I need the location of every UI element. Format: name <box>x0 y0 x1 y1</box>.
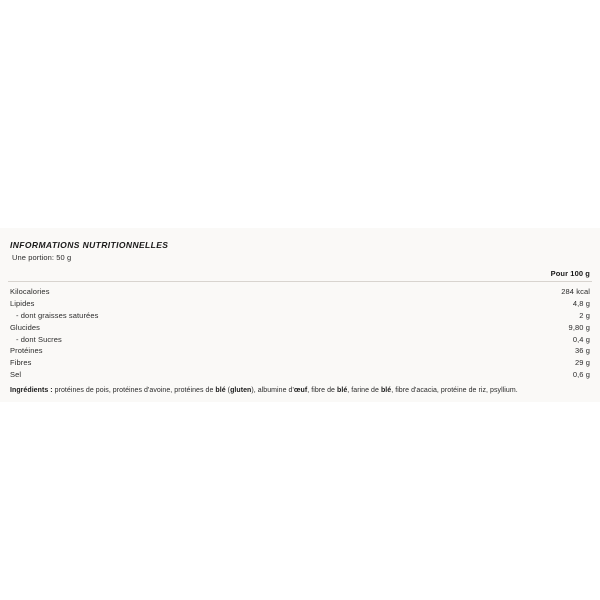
ingredient-fragment: , fibre d'acacia, protéine de riz, psyllium. <box>391 387 518 395</box>
panel-inner <box>0 228 600 402</box>
ingredient-fragment: , farine de <box>347 387 381 395</box>
nutrient-label: Sel <box>10 369 22 379</box>
nutrient-label: Kilocalories <box>10 287 50 297</box>
table-row <box>8 368 592 380</box>
allergen-highlight: blé <box>337 387 348 395</box>
table-row <box>8 333 592 345</box>
nutrient-label: Lipides <box>10 299 35 309</box>
nutrition-information-panel <box>0 228 600 402</box>
allergen-highlight: gluten <box>230 387 252 395</box>
ingredients-text <box>10 386 590 395</box>
nutrient-value: 36 g <box>575 346 590 356</box>
allergen-highlight: blé <box>215 387 226 395</box>
nutrition-table-body <box>8 286 592 380</box>
nutrient-label: - dont graisses saturées <box>16 310 99 320</box>
ingredients-body <box>53 387 518 394</box>
panel-title: INFORMATIONS NUTRITIONNELLES <box>10 240 169 250</box>
per-100g-label: Pour 100 g <box>550 269 590 278</box>
nutrient-value: 29 g <box>575 358 590 368</box>
table-row <box>8 298 592 310</box>
ingredient-fragment: ( <box>225 387 231 395</box>
allergen-highlight: œuf <box>293 387 308 395</box>
nutrition-table <box>8 286 592 380</box>
portion-text: Une portion: 50 g <box>12 253 72 262</box>
table-row <box>8 321 592 333</box>
nutrient-value: 0,4 g <box>572 334 590 344</box>
nutrient-label: Protéines <box>10 346 43 356</box>
nutrient-label: - dont Sucres <box>16 334 62 344</box>
ingredient-fragment: protéines de pois, protéines d'avoine, protéines de <box>52 387 216 395</box>
ingredients-label: Ingrédients : <box>10 387 53 395</box>
allergen-highlight: blé <box>380 387 392 395</box>
table-row <box>8 286 592 298</box>
ingredient-fragment: ), albumine d' <box>251 387 294 395</box>
per-100g-header <box>8 269 592 281</box>
table-row <box>8 310 592 322</box>
nutrient-value: 9,80 g <box>568 322 590 332</box>
nutrient-label: Fibres <box>10 358 32 368</box>
nutrient-value: 0,6 g <box>572 369 590 379</box>
nutrient-value: 4,8 g <box>572 299 590 309</box>
table-row <box>8 357 592 369</box>
ingredient-fragment: , fibre de <box>307 387 337 395</box>
header-divider <box>8 281 592 282</box>
nutrient-label: Glucides <box>10 322 40 332</box>
table-row <box>8 345 592 357</box>
nutrient-value: 2 g <box>579 310 590 320</box>
nutrient-value: 284 kcal <box>561 287 590 297</box>
